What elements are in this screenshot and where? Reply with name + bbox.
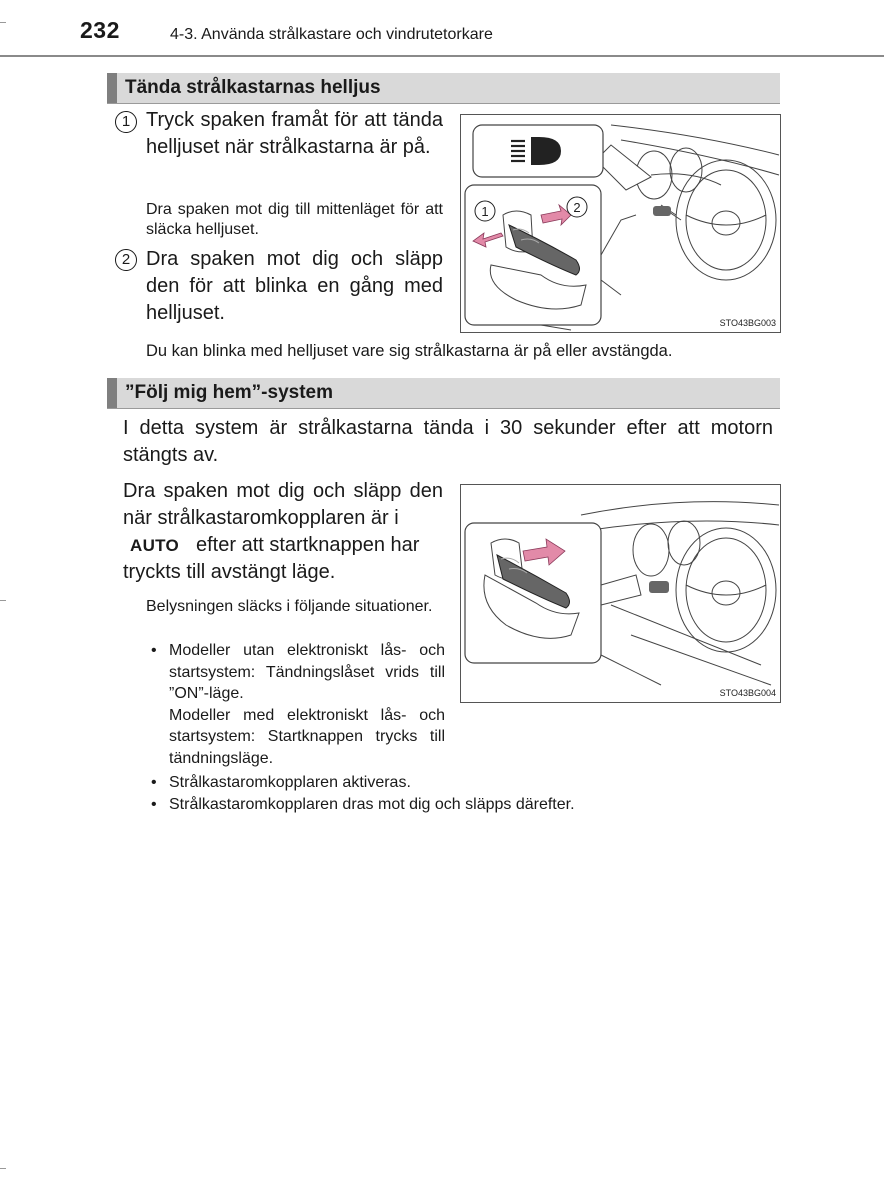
figure-follow-me-home-lever [460, 484, 781, 703]
auto-position-label: AUTO [130, 536, 180, 555]
instruction-line-c: tryckts till avstängt läge. [123, 561, 336, 583]
bullet-1-text: Modeller utan elektroniskt lås- och startsystem: Tändningslåset vrids till ”ON”-läge. [169, 642, 445, 702]
instruction-line-a: Dra spaken mot dig och släpp den när strålkastaromkopplaren är i [123, 480, 443, 529]
figure-label-2: 2 [573, 200, 581, 215]
instruction-line-b [123, 532, 443, 559]
instruction-b-text: efter att startknappen har [196, 534, 420, 556]
header-rule [0, 55, 884, 57]
bullet-3-text: Strålkastaromkopplaren dras mot dig och släpps därefter. [169, 796, 575, 813]
bullet: • [151, 774, 157, 791]
step-number-2: 2 [115, 249, 137, 271]
step-2-text: Dra spaken mot dig och släpp den för att blinka en gång med helljuset. [146, 248, 443, 324]
chapter-title: 4-3. Använda strålkastare och vindrutetorkare [170, 26, 493, 43]
bullet: • [151, 642, 157, 659]
section-heading-rule [107, 408, 780, 409]
bullet-1-continuation: Modeller med elektroniskt lås- och startsystem: Startknappen trycks till tändningsläge. [169, 706, 445, 767]
step-number-1: 1 [115, 111, 137, 133]
bullet-list [151, 640, 445, 769]
step-1-text: Tryck spaken framåt för att tända helljuset när strålkastarna är på. [146, 109, 443, 158]
lever-illustration [461, 485, 780, 702]
margin-tick [0, 600, 6, 601]
page-number: 232 [80, 17, 120, 43]
list-item [151, 794, 771, 816]
section-heading-high-beam: Tända strålkastarnas helljus [107, 73, 780, 103]
section-heading-rule [107, 103, 780, 104]
figure-code: STO43BG003 [719, 318, 776, 328]
margin-tick [0, 1168, 6, 1169]
list-item [151, 772, 751, 794]
bullet-2-text: Strålkastaromkopplaren aktiveras. [169, 774, 411, 791]
section-2-intro: I detta system är strålkastarna tända i 30 sekunder efter att motorn stängts av. [123, 417, 773, 466]
list-item [151, 640, 445, 769]
figure-code: STO43BG004 [719, 688, 776, 698]
lights-off-intro: Belysningen släcks i följande situationer. [146, 598, 433, 615]
figure-label-1: 1 [481, 204, 489, 219]
step-1-note: Dra spaken mot dig till mittenläget för att släcka helljuset. [146, 201, 443, 238]
bullet: • [151, 796, 157, 813]
margin-tick [0, 22, 6, 23]
high-beam-icon [511, 137, 561, 165]
section-1-footnote: Du kan blinka med helljuset vare sig strålkastarna är på eller avstängda. [146, 342, 673, 360]
figure-high-beam-lever [460, 114, 781, 333]
section-heading-follow-me-home: ”Följ mig hem”-system [107, 378, 780, 408]
lever-illustration [461, 115, 780, 332]
